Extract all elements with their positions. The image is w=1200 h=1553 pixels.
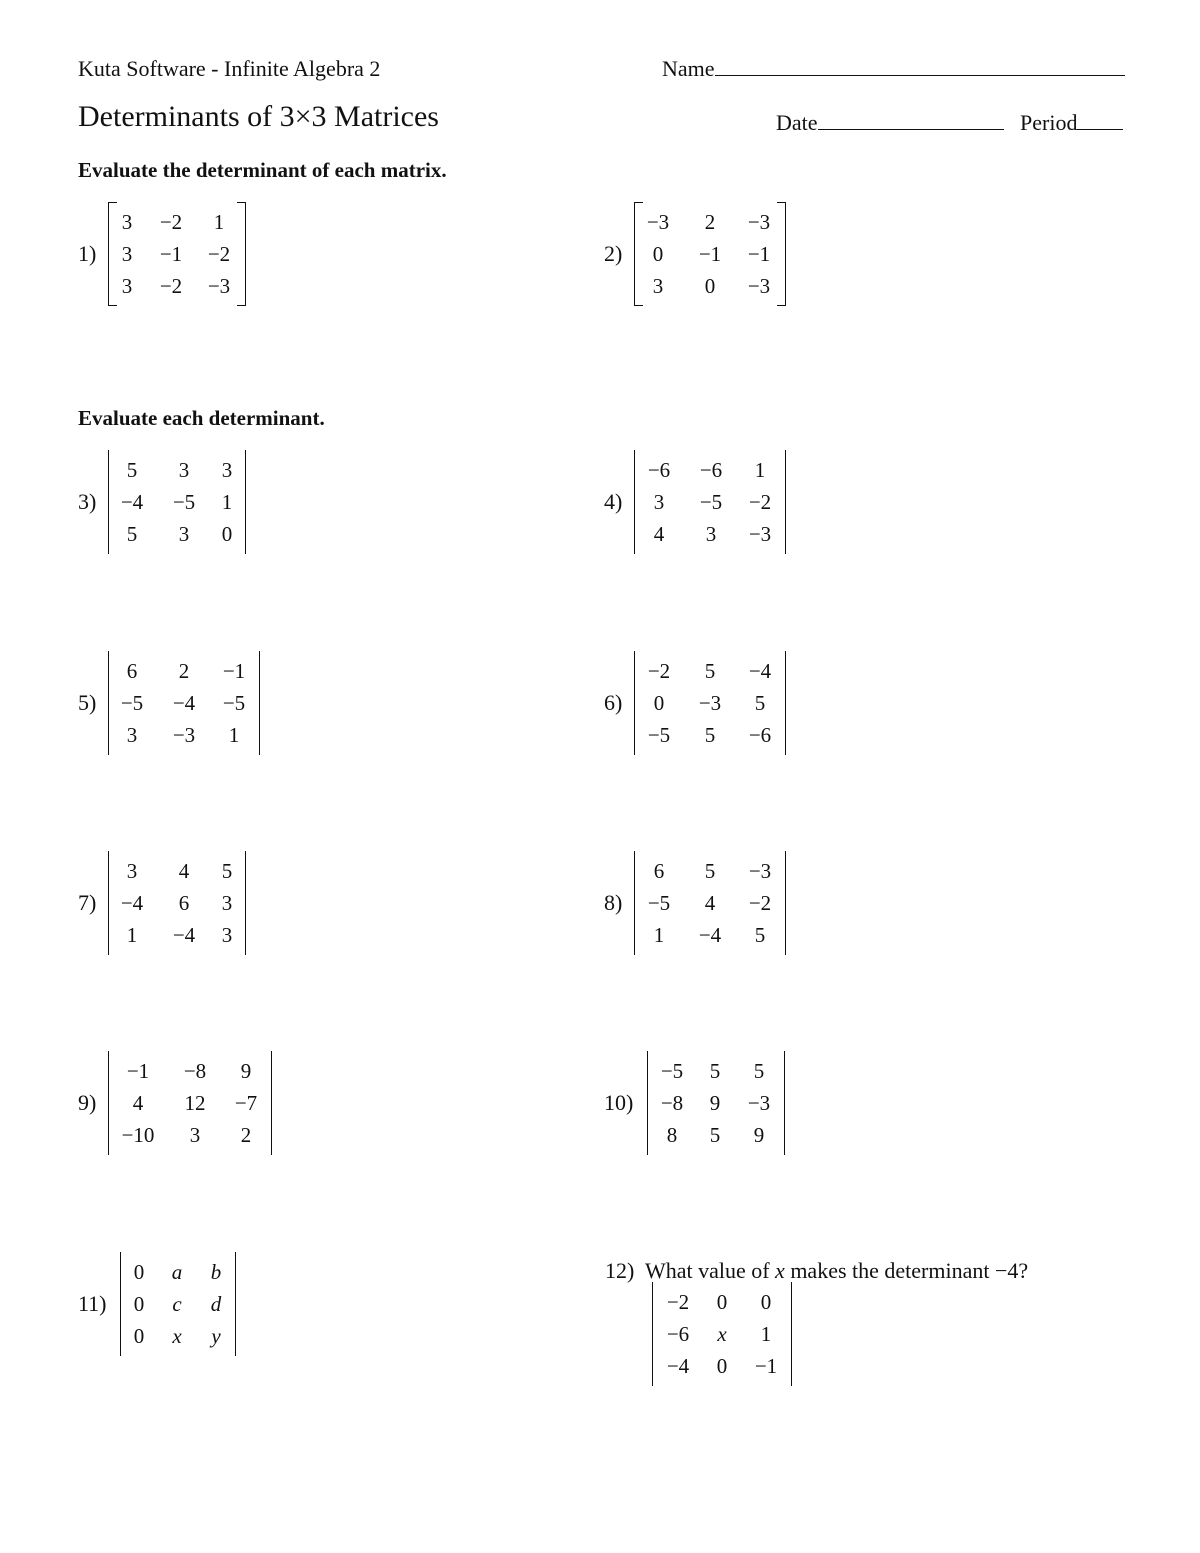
period-label: Period	[1020, 110, 1078, 135]
matrix-entry: 4	[653, 522, 665, 546]
matrix-entry: −1	[754, 1354, 778, 1378]
matrix-entry: −3	[747, 1091, 771, 1115]
name-label: Name	[662, 56, 715, 81]
matrix-entry: −5	[120, 691, 144, 715]
matrix-entry: 0	[221, 522, 233, 546]
matrix-entry: a	[171, 1260, 183, 1284]
matrix-entry: −1	[222, 659, 246, 683]
matrix-entry: −8	[183, 1059, 207, 1083]
matrix-entry: −6	[748, 723, 772, 747]
period-field	[1020, 110, 1123, 136]
matrix-entry: 2	[178, 659, 190, 683]
matrix-entry: 3	[221, 923, 233, 947]
matrix-entry: 5	[126, 522, 138, 546]
matrix-entry: −4	[120, 891, 144, 915]
matrix-entry: −5	[172, 490, 196, 514]
matrix-entry: 12	[184, 1091, 206, 1115]
matrix-entry: 9	[753, 1123, 765, 1147]
matrix-entry: 3	[121, 274, 133, 298]
matrix-entry: 6	[126, 659, 138, 683]
problem-11-label: 11)	[78, 1291, 107, 1316]
matrix-entry: 5	[709, 1123, 721, 1147]
date-blank	[818, 129, 1004, 130]
matrix-entry: 1	[653, 923, 665, 947]
matrix-entry: 0	[760, 1290, 772, 1314]
matrix-entry: −3	[646, 210, 670, 234]
problem-12-question	[605, 1258, 1028, 1284]
matrix-entry: 4	[178, 859, 190, 883]
matrix-entry: −1	[159, 242, 183, 266]
determinant-bars	[108, 450, 246, 554]
matrix-entry: c	[172, 1292, 182, 1316]
matrix-brackets	[108, 202, 246, 306]
matrix-entry: 8	[666, 1123, 678, 1147]
matrix-entry: 5	[709, 1059, 721, 1083]
matrix-entry: −1	[126, 1059, 150, 1083]
date-field	[776, 110, 1004, 136]
matrix-entry: 5	[704, 723, 716, 747]
problem-12-question-after: makes the determinant −4?	[784, 1258, 1029, 1283]
matrix-entry: −6	[666, 1322, 690, 1346]
problem-12-question-before: What value of	[644, 1258, 776, 1283]
matrix-entry: −1	[698, 242, 722, 266]
matrix-entry: 0	[704, 274, 716, 298]
determinant-bars	[634, 450, 786, 554]
matrix-entry: 0	[716, 1290, 728, 1314]
problem-2-label: 2)	[604, 241, 623, 266]
matrix-entry: 0	[133, 1292, 145, 1316]
matrix-entry: −5	[647, 723, 671, 747]
matrix-brackets	[634, 202, 786, 306]
matrix-entry: −5	[222, 691, 246, 715]
matrix-entry: −6	[647, 458, 671, 482]
matrix-entry: 2	[704, 210, 716, 234]
matrix-entry: 6	[653, 859, 665, 883]
matrix-entry: −4	[120, 490, 144, 514]
matrix-entry: 3	[178, 458, 190, 482]
matrix-entry: −5	[660, 1059, 684, 1083]
publisher-line: Kuta Software - Infinite Algebra 2	[78, 56, 381, 81]
matrix-entry: 1	[760, 1322, 772, 1346]
matrix-entry: 5	[126, 458, 138, 482]
matrix-entry: −4	[748, 659, 772, 683]
matrix-entry: −5	[699, 490, 723, 514]
matrix-entry: 0	[133, 1260, 145, 1284]
problem-7-label: 7)	[78, 890, 97, 915]
problem-9-label: 9)	[78, 1090, 97, 1115]
matrix-entry: −2	[647, 659, 671, 683]
matrix-entry: −3	[747, 210, 771, 234]
matrix-entry: −3	[748, 522, 772, 546]
matrix-entry: −4	[666, 1354, 690, 1378]
matrix-entry: −5	[647, 891, 671, 915]
matrix-entry: 3	[121, 210, 133, 234]
matrix-entry: y	[211, 1324, 221, 1348]
matrix-entry: 1	[754, 458, 766, 482]
matrix-entry: 1	[126, 923, 138, 947]
determinant-bars	[108, 1051, 272, 1155]
name-blank	[715, 75, 1125, 76]
problem-12-question-var: x	[775, 1258, 785, 1283]
problem-3-label: 3)	[78, 489, 97, 514]
matrix-entry: −3	[698, 691, 722, 715]
matrix-entry: −10	[121, 1123, 155, 1147]
problem-5-label: 5)	[78, 690, 97, 715]
determinant-bars	[634, 851, 786, 955]
matrix-entry: 3	[121, 242, 133, 266]
page-title: Determinants of 3×3 Matrices	[78, 100, 439, 133]
matrix-entry: 9	[240, 1059, 252, 1083]
problem-8-label: 8)	[604, 890, 623, 915]
matrix-entry: b	[210, 1260, 222, 1284]
matrix-entry: −3	[207, 274, 231, 298]
matrix-entry: 9	[709, 1091, 721, 1115]
matrix-entry: −2	[207, 242, 231, 266]
problem-12-label: 12)	[605, 1258, 635, 1283]
determinant-bars	[108, 651, 260, 755]
matrix-entry: x	[717, 1322, 727, 1346]
matrix-entry: −3	[172, 723, 196, 747]
matrix-entry: −7	[234, 1091, 258, 1115]
instruction-determinant: Evaluate each determinant.	[78, 406, 325, 430]
matrix-entry: −4	[698, 923, 722, 947]
matrix-entry: 6	[178, 891, 190, 915]
matrix-entry: 3	[126, 723, 138, 747]
problem-4-label: 4)	[604, 489, 623, 514]
name-field	[662, 56, 1125, 82]
matrix-entry: −3	[747, 274, 771, 298]
matrix-entry: 4	[704, 891, 716, 915]
matrix-entry: 5	[704, 859, 716, 883]
matrix-entry: −2	[159, 210, 183, 234]
matrix-entry: 1	[221, 490, 233, 514]
determinant-bars	[108, 851, 246, 955]
matrix-entry: 5	[754, 923, 766, 947]
determinant-bars	[647, 1051, 785, 1155]
matrix-entry: 0	[653, 691, 665, 715]
determinant-bars	[652, 1282, 792, 1386]
determinant-bars	[120, 1252, 236, 1356]
matrix-entry: d	[210, 1292, 222, 1316]
matrix-entry: 1	[213, 210, 225, 234]
problem-10-label: 10)	[604, 1090, 634, 1115]
matrix-entry: −2	[159, 274, 183, 298]
matrix-entry: 2	[240, 1123, 252, 1147]
matrix-entry: 3	[705, 522, 717, 546]
matrix-entry: 3	[189, 1123, 201, 1147]
matrix-entry: 5	[221, 859, 233, 883]
date-label: Date	[776, 110, 818, 135]
matrix-entry: 0	[716, 1354, 728, 1378]
matrix-entry: 3	[221, 891, 233, 915]
matrix-entry: −8	[660, 1091, 684, 1115]
instruction-matrix: Evaluate the determinant of each matrix.	[78, 158, 447, 182]
matrix-entry: x	[172, 1324, 182, 1348]
matrix-entry: −2	[748, 891, 772, 915]
matrix-entry: −4	[172, 923, 196, 947]
matrix-entry: 0	[133, 1324, 145, 1348]
determinant-bars	[634, 651, 786, 755]
matrix-entry: 3	[653, 490, 665, 514]
matrix-entry: −6	[699, 458, 723, 482]
problem-6-label: 6)	[604, 690, 623, 715]
matrix-entry: −3	[748, 859, 772, 883]
matrix-entry: 3	[652, 274, 664, 298]
matrix-entry: 1	[228, 723, 240, 747]
matrix-entry: 5	[753, 1059, 765, 1083]
matrix-entry: 4	[132, 1091, 144, 1115]
matrix-entry: 3	[178, 522, 190, 546]
matrix-entry: 5	[704, 659, 716, 683]
matrix-entry: 5	[754, 691, 766, 715]
matrix-entry: 3	[221, 458, 233, 482]
matrix-entry: −1	[747, 242, 771, 266]
matrix-entry: −2	[666, 1290, 690, 1314]
matrix-entry: −2	[748, 490, 772, 514]
problem-1-label: 1)	[78, 241, 97, 266]
matrix-entry: 3	[126, 859, 138, 883]
matrix-entry: −4	[172, 691, 196, 715]
matrix-entry: 0	[652, 242, 664, 266]
period-blank	[1077, 129, 1123, 130]
